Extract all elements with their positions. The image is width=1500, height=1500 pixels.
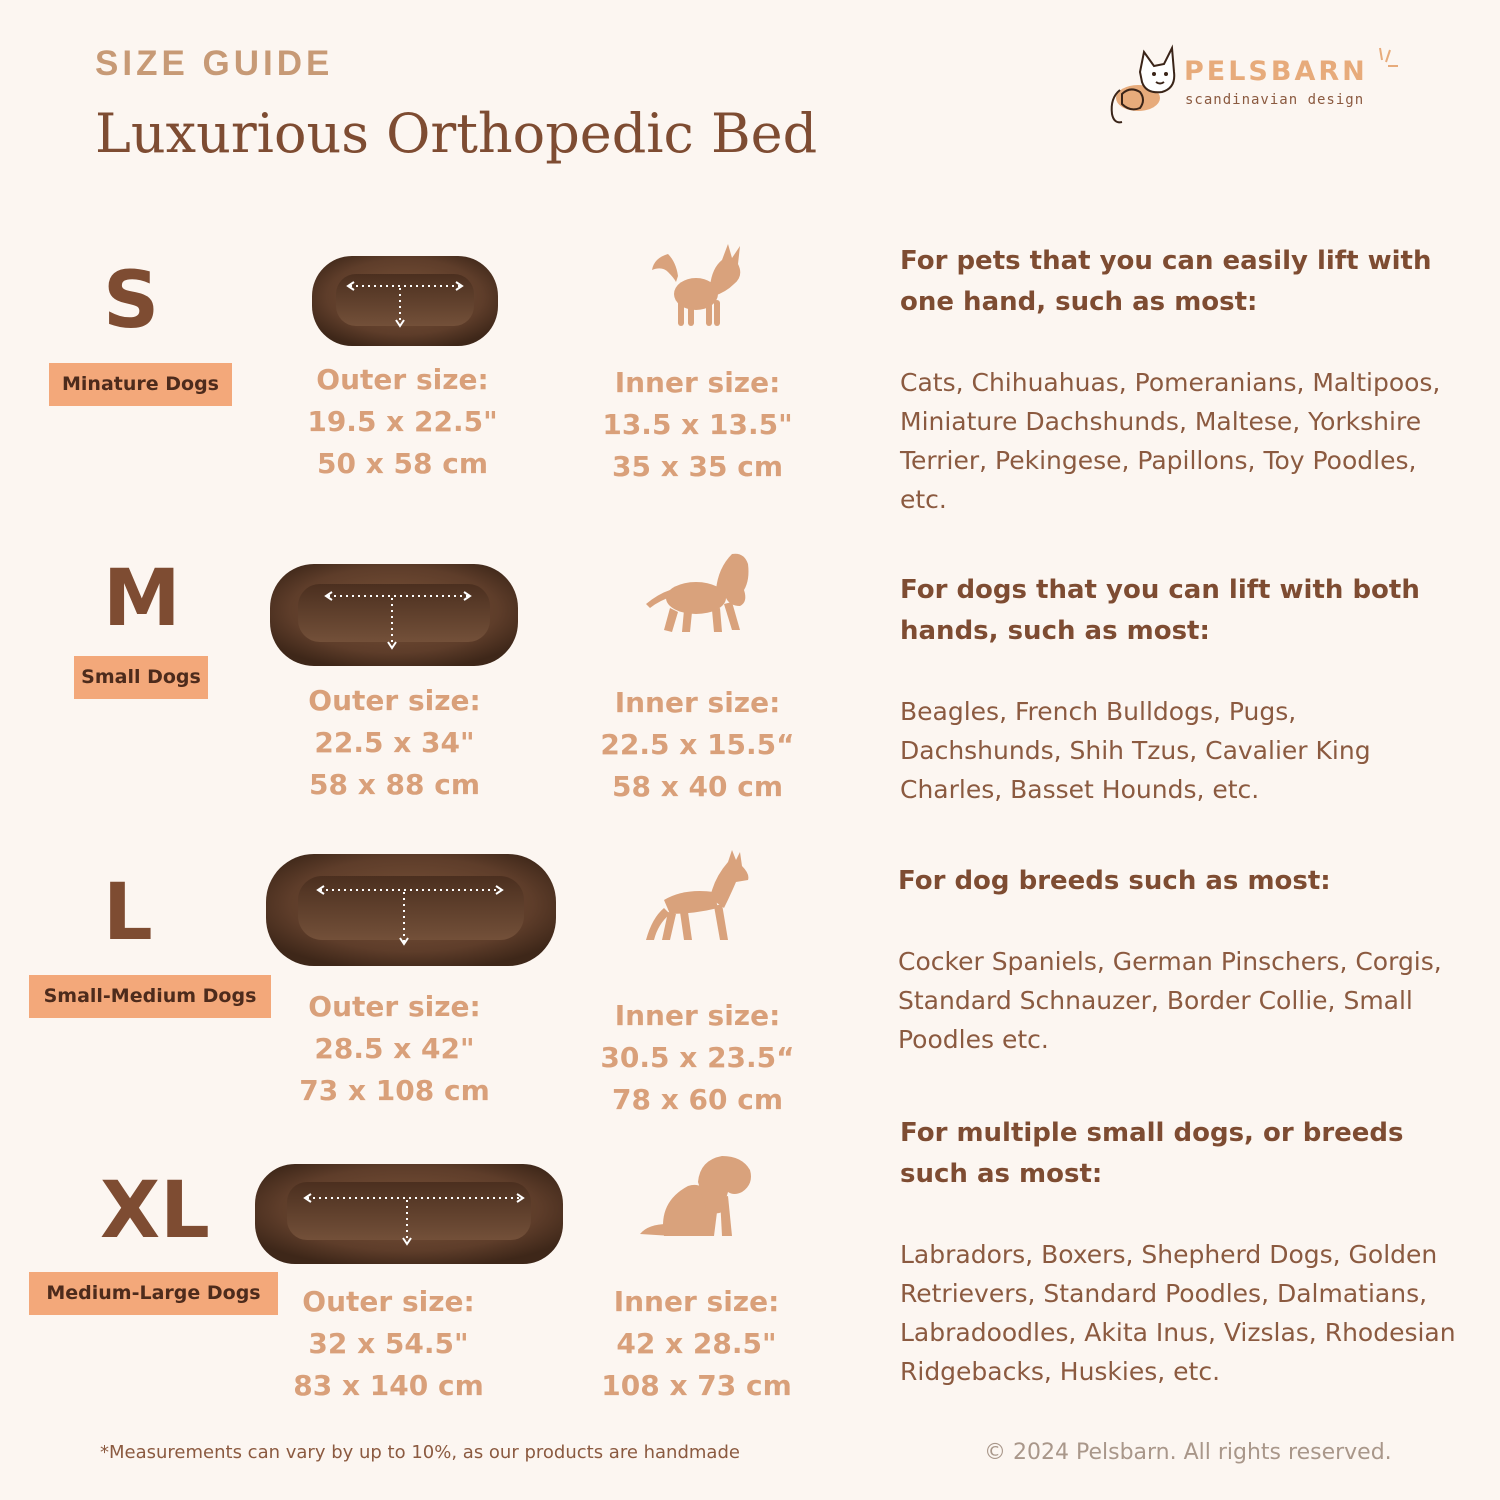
inner-size-cm: 78 x 60 cm (611, 1083, 783, 1116)
bed-image-small (310, 250, 500, 350)
size-letter-l: L (103, 868, 153, 958)
sitting-large-dog-silhouette-icon (638, 1152, 758, 1242)
size-badge: Small-Medium Dogs (29, 975, 271, 1018)
outer-size-inches: 28.5 x 42" (314, 1032, 475, 1065)
outer-size-label: Outer size: (302, 1285, 475, 1318)
inner-size-label: Inner size: (614, 999, 781, 1032)
bed-image-large (264, 850, 558, 970)
size-badge: Small Dogs (74, 656, 208, 699)
inner-size-medium (585, 682, 810, 808)
outer-size-label: Outer size: (308, 684, 481, 717)
inner-size-inches: 22.5 x 15.5“ (600, 728, 795, 761)
inner-size-cm: 35 x 35 cm (611, 450, 783, 483)
outer-size-label: Outer size: (308, 990, 481, 1023)
logo-tagline: scandinavian design (1185, 92, 1365, 108)
inner-size-label: Inner size: (614, 686, 781, 719)
cat-dog-logo-icon (1100, 42, 1182, 126)
inner-size-inches: 13.5 x 13.5" (602, 408, 793, 441)
inner-size-label: Inner size: (613, 1285, 780, 1318)
size-letter-m: M (103, 554, 181, 644)
chihuahua-silhouette-icon (648, 242, 748, 332)
inner-size-large (585, 995, 810, 1121)
size-xl-heading: For multiple small dogs, or breeds such as most: (900, 1118, 1404, 1189)
outer-size-small (290, 359, 515, 485)
size-m-breeds: Beagles, French Bulldogs, Pugs, Dachshunds, Shih Tzus, Cavalier King Charles, Basset Hounds, etc. (900, 697, 1371, 804)
outer-size-cm: 50 x 58 cm (316, 447, 488, 480)
bed-image-xl (253, 1162, 565, 1266)
outer-size-label: Outer size: (316, 363, 489, 396)
size-s-breeds: Cats, Chihuahuas, Pomeranians, Maltipoos, Miniature Dachshunds, Maltese, Yorkshire Terrier, Pekingese, Papillons, Toy Poodles, etc. (900, 368, 1441, 514)
spaniel-silhouette-icon (644, 550, 754, 636)
size-l-heading: For dog breeds such as most: (898, 866, 1331, 896)
bed-image-medium (268, 560, 520, 670)
sparkle-icon (1376, 46, 1400, 76)
inner-size-cm: 58 x 40 cm (611, 770, 783, 803)
size-xl-breeds: Labradors, Boxers, Shepherd Dogs, Golden Retrievers, Standard Poodles, Dalmatians, Labradoodles, Akita Inus, Vizslas, Rhodesian Ridgebacks, Huskies, etc. (900, 1240, 1456, 1386)
size-badge: Medium-Large Dogs (29, 1272, 278, 1315)
measurement-footnote: *Measurements can vary by up to 10%, as our products are handmade (100, 1442, 740, 1463)
page-title: Luxurious Orthopedic Bed (95, 102, 818, 165)
size-letter-s: S (103, 256, 160, 346)
size-s-heading: For pets that you can easily lift with one hand, such as most: (900, 246, 1432, 317)
size-l-breeds: Cocker Spaniels, German Pinschers, Corgis, Standard Schnauzer, Border Collie, Small Poodles etc. (898, 947, 1442, 1054)
inner-size-cm: 108 x 73 cm (601, 1369, 792, 1402)
outer-size-xl (276, 1281, 501, 1407)
eyebrow-label: SIZE GUIDE (95, 44, 334, 83)
inner-size-inches: 30.5 x 23.5“ (600, 1041, 795, 1074)
shepherd-silhouette-icon (644, 848, 754, 944)
outer-size-inches: 19.5 x 22.5" (307, 405, 498, 438)
outer-size-inches: 22.5 x 34" (314, 726, 475, 759)
outer-size-medium (282, 680, 507, 806)
logo-wordmark: PELSBARN (1184, 56, 1368, 87)
inner-size-label: Inner size: (614, 366, 781, 399)
copyright-notice: © 2024 Pelsbarn. All rights reserved. (984, 1440, 1392, 1465)
inner-size-inches: 42 x 28.5" (616, 1327, 777, 1360)
outer-size-inches: 32 x 54.5" (308, 1327, 469, 1360)
size-letter-xl: XL (100, 1166, 210, 1256)
inner-size-small (585, 362, 810, 488)
size-badge: Minature Dogs (49, 363, 232, 406)
outer-size-cm: 83 x 140 cm (293, 1369, 484, 1402)
outer-size-cm: 73 x 108 cm (299, 1074, 490, 1107)
inner-size-xl (584, 1281, 809, 1407)
outer-size-large (282, 986, 507, 1112)
brand-logo (1100, 42, 1400, 132)
size-m-heading: For dogs that you can lift with both hands, such as most: (900, 575, 1420, 646)
outer-size-cm: 58 x 88 cm (308, 768, 480, 801)
